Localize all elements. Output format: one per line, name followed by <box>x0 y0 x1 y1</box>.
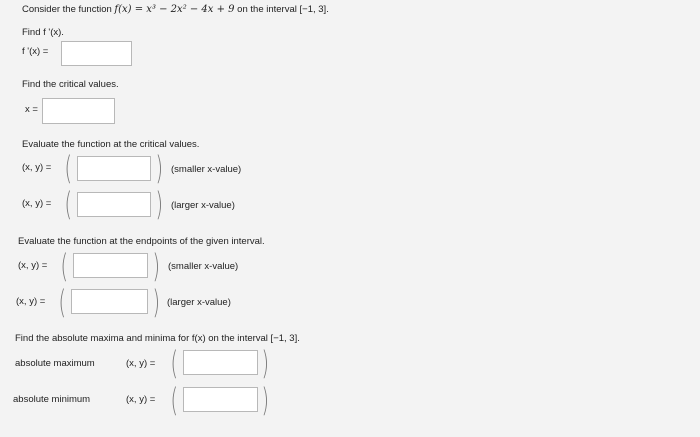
open-paren: ( <box>170 381 178 419</box>
absolute-min-label: absolute minimum <box>13 394 91 405</box>
derivative-label: f '(x) = <box>22 46 49 57</box>
eval-endpoints-row2-label: (x, y) = <box>16 296 46 307</box>
derivative-prompt: Find f '(x). <box>22 27 64 38</box>
critical-prompt: Find the critical values. <box>22 79 119 90</box>
eval-endpoints-row1-label: (x, y) = <box>18 260 48 271</box>
eval-critical-prompt: Evaluate the function at the critical values. <box>22 139 200 150</box>
close-paren: ) <box>261 344 269 382</box>
eval-endpoints-row1-note: (smaller x-value) <box>168 261 239 272</box>
open-paren: ( <box>60 247 68 285</box>
eval-critical-row1-note: (smaller x-value) <box>171 164 242 175</box>
critical-label: x = <box>25 104 38 115</box>
close-paren: ) <box>152 283 160 321</box>
eval-endpoints-row2-input[interactable] <box>71 289 148 314</box>
absolute-prompt: Find the absolute maxima and minima for f(x) on the interval [−1, 3]. <box>15 333 300 344</box>
intro-prefix: Consider the function <box>22 4 115 15</box>
eval-endpoints-row1-input[interactable] <box>73 253 148 278</box>
function-expression: f(x) = x³ − 2x² − 4x + 9 <box>114 4 235 15</box>
absolute-max-input[interactable] <box>183 350 258 375</box>
eval-critical-row2-label: (x, y) = <box>22 198 52 209</box>
open-paren: ( <box>64 185 72 223</box>
absolute-min-input[interactable] <box>183 387 258 412</box>
intro-mid: on the interval <box>234 4 300 15</box>
absolute-max-xy-label: (x, y) = <box>126 358 156 369</box>
absolute-min-xy-label: (x, y) = <box>126 394 156 405</box>
eval-critical-row1-label: (x, y) = <box>22 162 52 173</box>
close-paren: ) <box>152 247 160 285</box>
problem-statement <box>22 4 329 15</box>
eval-critical-row2-note: (larger x-value) <box>171 200 235 211</box>
eval-critical-row1-input[interactable] <box>77 156 151 181</box>
close-paren: ) <box>155 149 163 187</box>
eval-endpoints-prompt: Evaluate the function at the endpoints of the given interval. <box>18 236 265 247</box>
close-paren: ) <box>155 185 163 223</box>
open-paren: ( <box>64 149 72 187</box>
open-paren: ( <box>58 283 66 321</box>
eval-critical-row2-input[interactable] <box>77 192 151 217</box>
absolute-max-label: absolute maximum <box>15 358 95 369</box>
open-paren: ( <box>170 344 178 382</box>
interval-text: [−1, 3]. <box>299 4 329 15</box>
critical-value-input[interactable] <box>42 98 115 124</box>
eval-endpoints-row2-note: (larger x-value) <box>167 297 231 308</box>
derivative-input[interactable] <box>61 41 132 66</box>
close-paren: ) <box>261 381 269 419</box>
